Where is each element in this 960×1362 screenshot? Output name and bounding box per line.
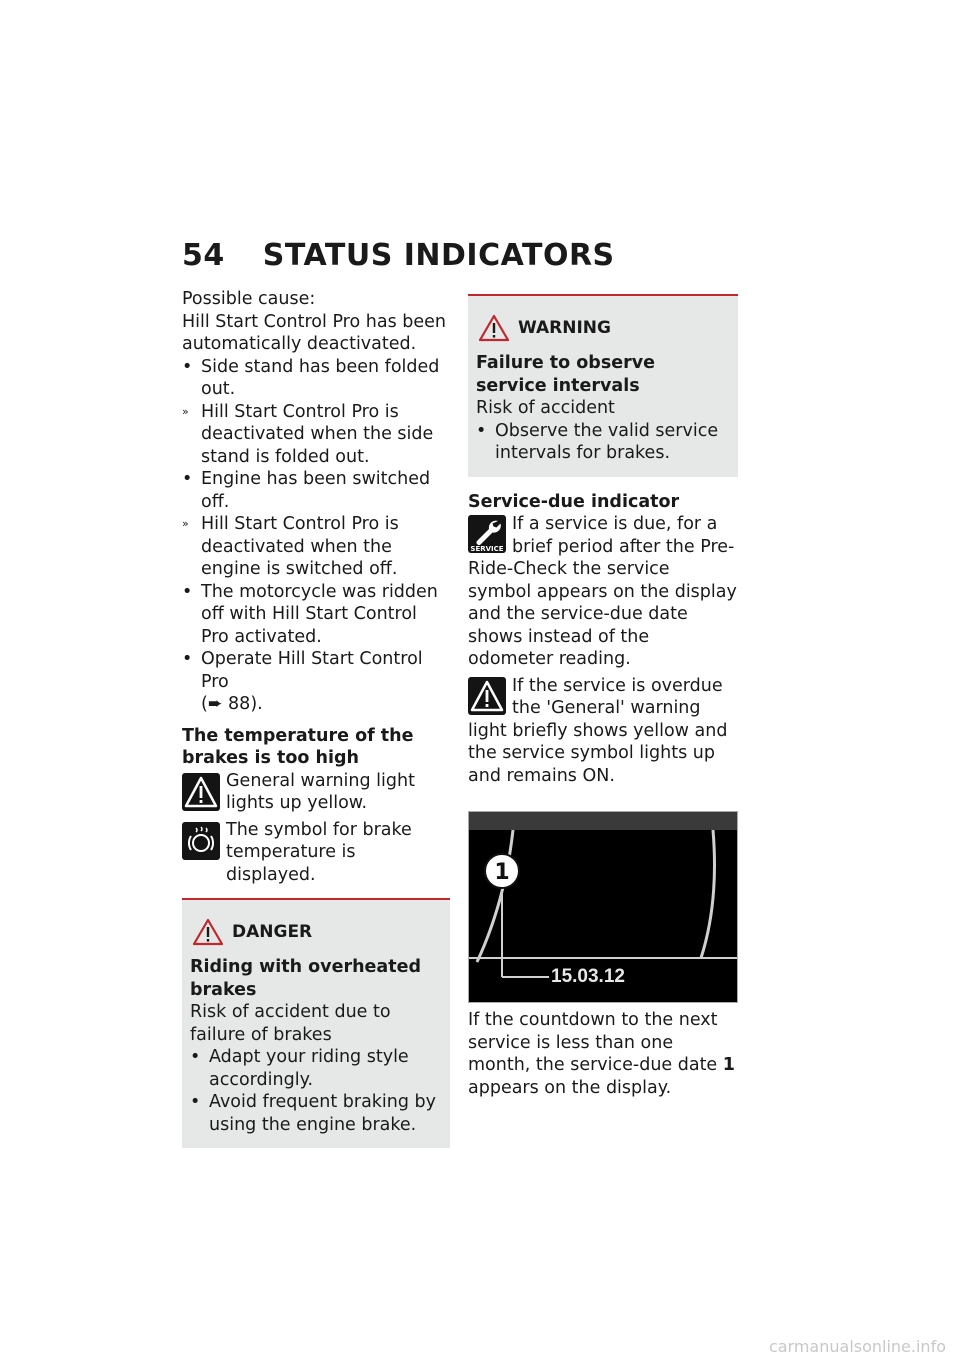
service-due-text: If a service is due, for a brief period after the Pre-Ride-Check the service symbol appears on the display and the service-due date shows instead of the odometer reading. [468,514,737,669]
brake-temperature-text: The symbol for brake temperature is displayed. [226,819,412,885]
danger-risk: Risk of accident due to failure of brakes [190,1002,391,1045]
warning-title [476,314,730,342]
cause-bullet: • Side stand has been folded out. [182,356,440,399]
left-column [182,288,450,1148]
footer-watermark: carmanualsonline.info [768,1337,946,1356]
danger-heading: Riding with overheated brakes [190,957,421,1000]
danger-triangle-icon [192,918,224,946]
danger-notice [182,898,450,1148]
danger-title [190,918,442,946]
danger-bullet: • Adapt your riding style accordingly. [190,1047,409,1090]
brake-temperature-icon [182,822,220,860]
general-warning-row [182,770,450,815]
overdue-text-block [468,675,738,788]
service-due-heading: Service-due indicator [468,491,680,512]
warning-triangle-icon [478,314,510,342]
cause-bullet: • The motorcycle was ridden off with Hill Start Control Pro activated. [182,581,438,647]
cause-bullet: • Operate Hill Start Control Pro [182,649,423,692]
svg-text:SERVICE: SERVICE [470,545,504,553]
page-header [182,238,615,273]
operate-reference: (➨ 88). [201,694,263,714]
general-warning-text: General warning light lights up yellow. [226,770,415,813]
cause-list [182,356,450,694]
brake-temperature-heading: The temperature of the brakes is too high [182,725,414,768]
brake-temperature-row [182,819,450,887]
service-overdue-text: If the service is overdue the 'General' warning light briefly shows yellow and the service symbol lights up and remains ON. [468,675,728,786]
warning-heading: Failure to observe service intervals [476,353,656,396]
warning-bullet: • Observe the valid service intervals for brakes. [476,420,719,463]
possible-cause-label: Possible cause: [182,289,316,309]
warning-notice [468,294,738,477]
service-wrench-icon [468,515,506,553]
cause-result: » Hill Start Control Pro is deactivated when the side stand is folded out. [182,401,434,467]
warning-label: WARNING [518,317,611,338]
danger-bullet: • Avoid frequent braking by using the engine brake. [190,1092,437,1135]
service-display-image [468,811,738,1003]
right-column [468,294,738,1099]
service-text-block [468,513,738,671]
cause-bullet: • Engine has been switched off. [182,469,431,512]
general-warning-icon [468,677,506,715]
service-date-readout: 15.03.12 [551,966,625,987]
countdown-text: If the countdown to the next service is less than one month, the service-due date 1 appears on the display. [468,1010,735,1098]
cause-statement: Hill Start Control Pro has been automatically deactivated. [182,311,446,354]
danger-label: DANGER [232,921,313,942]
page-title: STATUS INDICATORS [262,238,615,273]
warning-risk: Risk of accident [476,398,615,418]
cause-result: » Hill Start Control Pro is deactivated when the engine is switched off. [182,514,399,579]
general-warning-icon [182,773,220,811]
page-number: 54 [182,238,225,273]
callout-number: 1 [494,860,510,885]
